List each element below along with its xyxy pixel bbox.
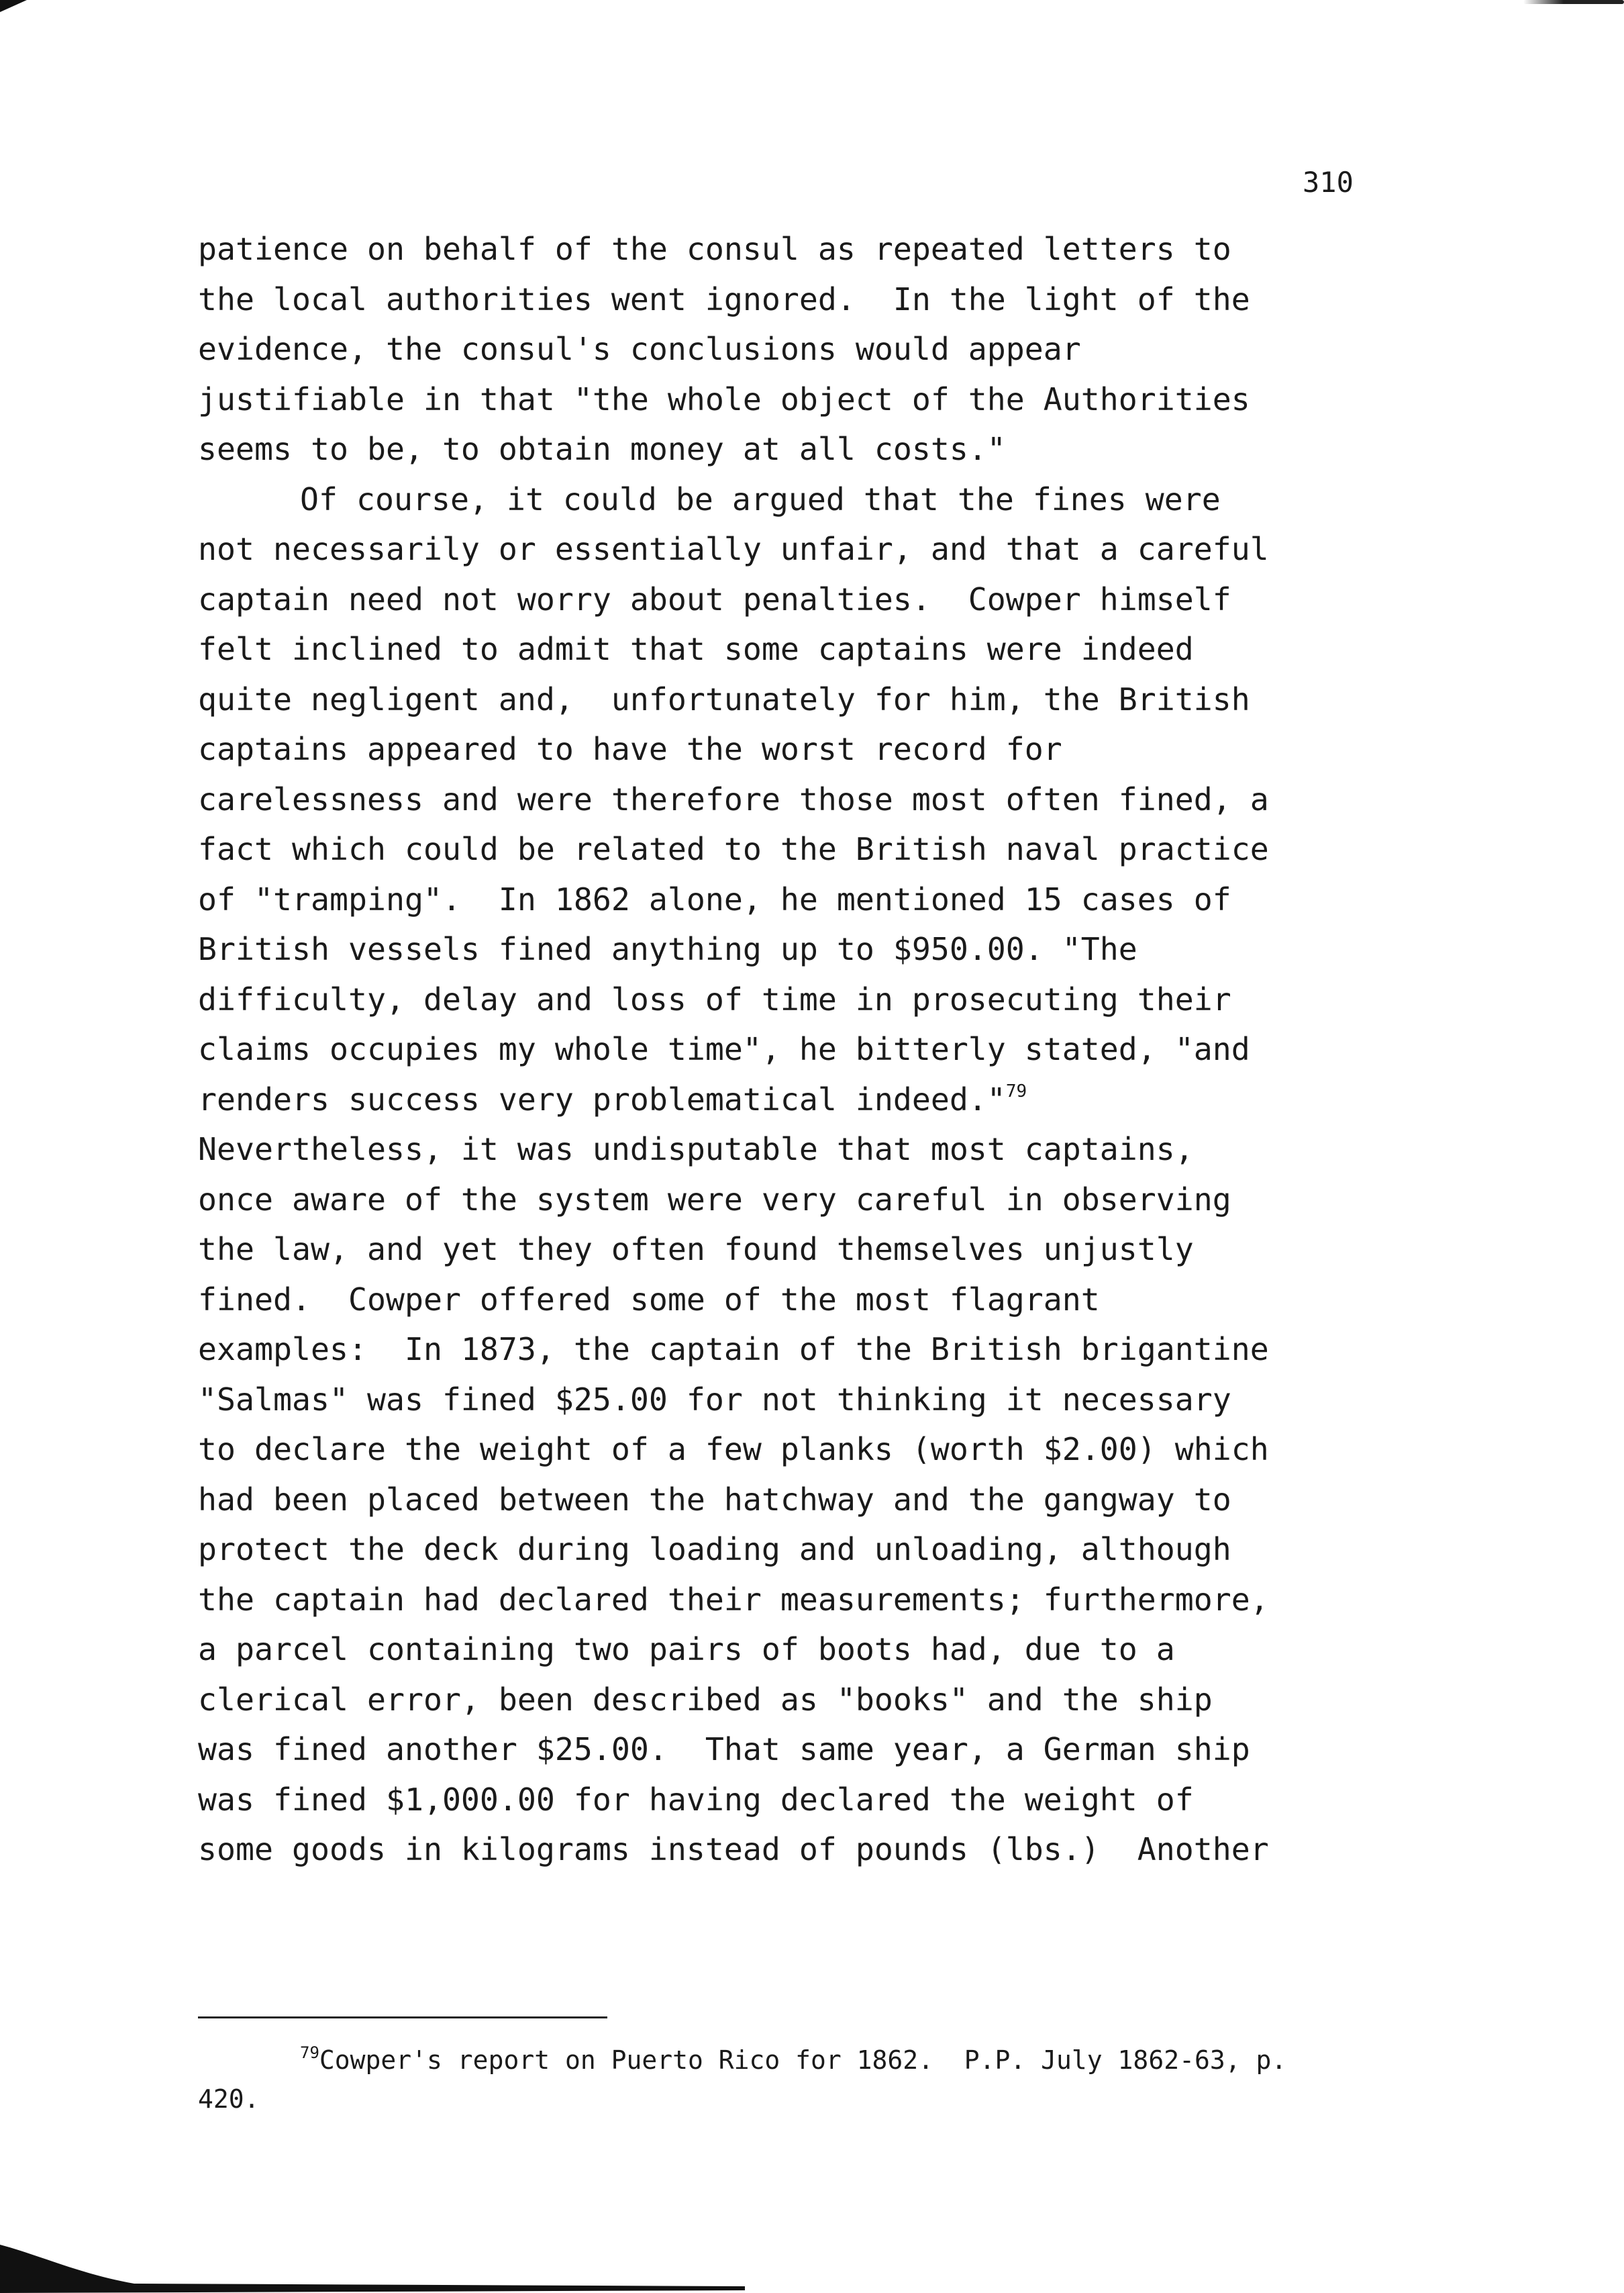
text-line: protect the deck during loading and unloading, although <box>198 1531 1231 1567</box>
text-line: captain need not worry about penalties. Cowper himself <box>198 581 1231 618</box>
text-line: not necessarily or essentially unfair, and that a careful <box>198 531 1269 567</box>
footnote-number: 79 <box>300 2043 319 2062</box>
footnote-line: 420. <box>198 2084 260 2114</box>
text-line: fact which could be related to the British naval practice <box>198 831 1269 867</box>
text-line <box>198 1075 1567 1125</box>
text-line: the local authorities went ignored. In the light of the <box>198 281 1250 318</box>
footnote-divider <box>198 2016 607 2018</box>
text-line: was fined another $25.00. That same year, a German ship <box>198 1731 1250 1767</box>
text-line: of "tramping". In 1862 alone, he mentioned 15 cases of <box>198 881 1231 918</box>
text-line: captains appeared to have the worst record for <box>198 731 1062 767</box>
text-line: Nevertheless, it was undisputable that most captains, <box>198 1131 1194 1167</box>
footnote-text: Cowper's report on Puerto Rico for 1862. P.P. July 1862-63, p. <box>319 2045 1287 2075</box>
footnote <box>198 2041 1580 2118</box>
text-line: patience on behalf of the consul as repeated letters to <box>198 231 1231 267</box>
text-line: was fined $1,000.00 for having declared the weight of <box>198 1781 1194 1818</box>
text-line-content: renders success very problematical indeed." <box>198 1081 1006 1118</box>
text-line: examples: In 1873, the captain of the British brigantine <box>198 1331 1269 1367</box>
paragraph-start-line: Of course, it could be argued that the fines were <box>300 481 1221 518</box>
text-line: once aware of the system were very careful in observing <box>198 1181 1231 1218</box>
text-line: had been placed between the hatchway and the gangway to <box>198 1481 1231 1518</box>
scan-edge-mark <box>1523 0 1624 4</box>
text-line: justifiable in that "the whole object of the Authorities <box>198 381 1250 418</box>
footnote-reference[interactable]: 79 <box>1005 1081 1027 1102</box>
text-line: carelessness and were therefore those most often fined, a <box>198 781 1269 818</box>
text-line: quite negligent and, unfortunately for him, the British <box>198 681 1250 718</box>
scan-edge-mark <box>0 0 27 12</box>
text-line: the captain had declared their measurements; furthermore, <box>198 1581 1269 1618</box>
text-line: some goods in kilograms instead of pounds (lbs.) Another <box>198 1831 1269 1867</box>
text-line: a parcel containing two pairs of boots had, due to a <box>198 1631 1175 1667</box>
text-line: seems to be, to obtain money at all costs." <box>198 431 1006 467</box>
text-line: evidence, the consul's conclusions would appear <box>198 331 1081 367</box>
text-line: to declare the weight of a few planks (worth $2.00) which <box>198 1431 1269 1467</box>
text-line: clerical error, been described as "books" and the ship <box>198 1681 1213 1718</box>
footnote-line <box>198 2041 1580 2080</box>
text-line: felt inclined to admit that some captains were indeed <box>198 631 1194 667</box>
text-line: British vessels fined anything up to $950.00. "The <box>198 931 1137 967</box>
text-line: "Salmas" was fined $25.00 for not thinking it necessary <box>198 1381 1231 1418</box>
text-line: the law, and yet they often found themselves unjustly <box>198 1231 1194 1267</box>
text-line: claims occupies my whole time", he bitterly stated, "and <box>198 1031 1250 1067</box>
scan-edge-mark <box>0 2242 745 2293</box>
text-line: fined. Cowper offered some of the most flagrant <box>198 1281 1100 1318</box>
page-number: 310 <box>1303 166 1354 199</box>
body-text <box>198 224 1567 1875</box>
text-line: difficulty, delay and loss of time in prosecuting their <box>198 981 1231 1018</box>
